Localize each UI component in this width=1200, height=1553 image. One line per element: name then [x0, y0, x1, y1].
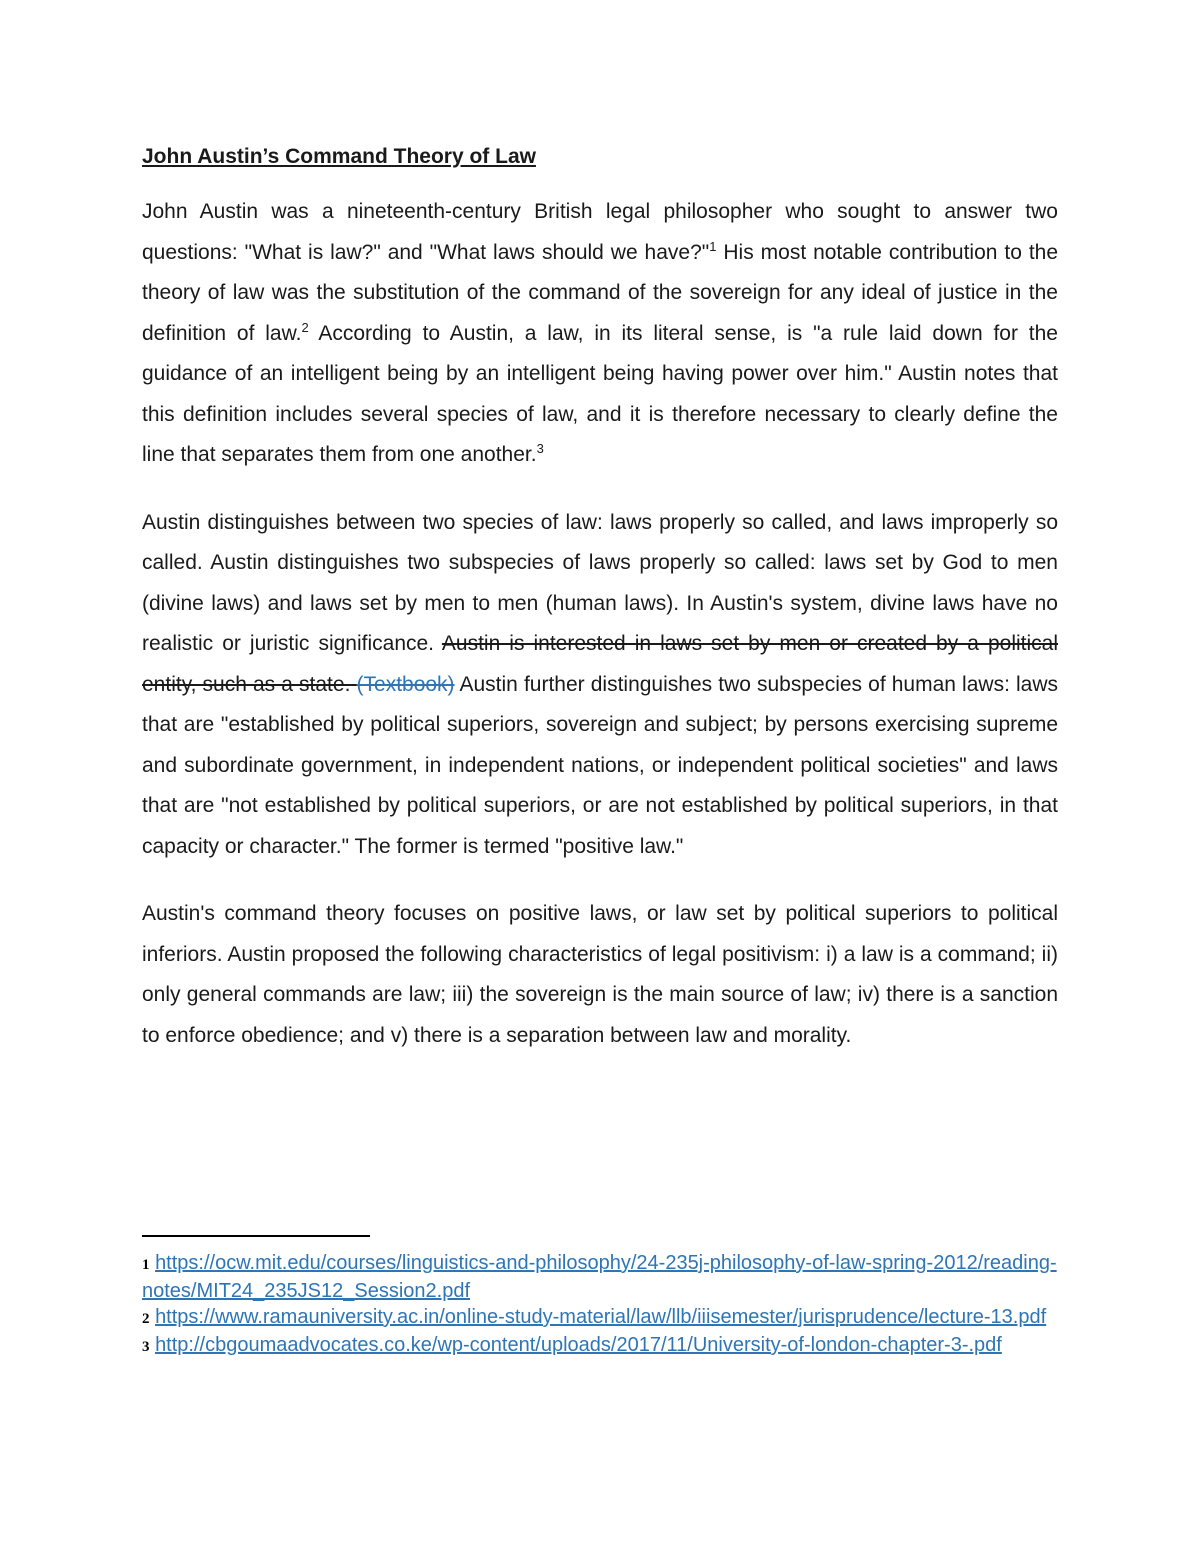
deleted-citation: (Textbook) — [356, 672, 455, 696]
paragraph-1 — [142, 192, 1058, 476]
footnotes — [142, 1250, 1058, 1360]
footnote-3 — [142, 1332, 1058, 1360]
document-body — [142, 140, 1058, 1083]
footnote-1 — [142, 1250, 1058, 1304]
footnote-link[interactable]: https://ocw.mit.edu/courses/linguistics-and-philosophy/24-235j-philosophy-of-law-spring-2012/reading-notes/MIT24_235JS12_Session2.pdf — [142, 1252, 1057, 1302]
footnote-ref-1[interactable]: 1 — [709, 238, 717, 254]
paragraph-1-text-b: His most notable contribution to the theory of law was the substitution of the command of the sovereign for any ideal of justice in the definition of law. — [142, 240, 1059, 345]
deleted-text: Austin is interested in laws set by men or created by a political entity, such as a state. — [142, 632, 1058, 696]
paragraph-2-text-a: Austin distinguishes between two species of law: laws properly so called, and laws improperly so called. Austin distinguishes two subspecies of laws properly so called: laws set by God to men (divine laws) and laws set by men to men (human laws). In Austin's system, divine laws have no realistic or juristic significance. — [142, 510, 1058, 655]
footnote-ref-2[interactable]: 2 — [301, 319, 309, 335]
footnote-ref-3[interactable]: 3 — [536, 441, 544, 456]
footnote-number: 2 — [142, 1311, 150, 1327]
footnote-number: 3 — [142, 1339, 150, 1355]
footnote-number: 1 — [142, 1257, 150, 1273]
paragraph-3: Austin's command theory focuses on positive laws, or law set by political superiors to political inferiors. Austin proposed the following characteristics of legal positivism: i) a law is a command; ii) only general commands are law; iii) the sovereign is the main source of law; iv) there is a sanction to enforce obedience; and v) there is a separation between law and morality. — [142, 902, 1058, 1047]
footnote-2 — [142, 1304, 1058, 1332]
paragraph-2-text-b: Austin further distinguishes two subspecies of human laws: laws that are "established by political superiors, sovereign and subject; by persons exercising supreme and subordinate government, in independent nations, or independent political societies" and laws that are "not established by political superiors, or are not established by political superiors, in that capacity or character." The former is termed "positive law." — [142, 672, 1058, 858]
document-title: John Austin’s Command Theory of Law — [142, 145, 536, 168]
footnote-link[interactable]: http://cbgoumaadvocates.co.ke/wp-content/uploads/2017/11/University-of-london-chapter-3-.pdf — [155, 1334, 1002, 1356]
footnote-separator — [142, 1235, 370, 1237]
paragraph-1-text-c: According to Austin, a law, in its literal sense, is "a rule laid down for the guidance of an intelligent being by an intelligent being having power over him." Austin notes that this definition includes several species of law, and it is therefore necessary to clearly define the line that separates them from one another. — [142, 321, 1058, 466]
paragraph-2 — [142, 503, 1058, 868]
paragraph-1-text-a: John Austin was a nineteenth-century British legal philosopher who sought to answer two questions: "What is law?" and "What laws should we have?" — [142, 200, 1058, 264]
footnote-link[interactable]: https://www.ramauniversity.ac.in/online-study-material/law/llb/iiisemester/jurisprudence/lecture-13.pdf — [155, 1306, 1047, 1328]
